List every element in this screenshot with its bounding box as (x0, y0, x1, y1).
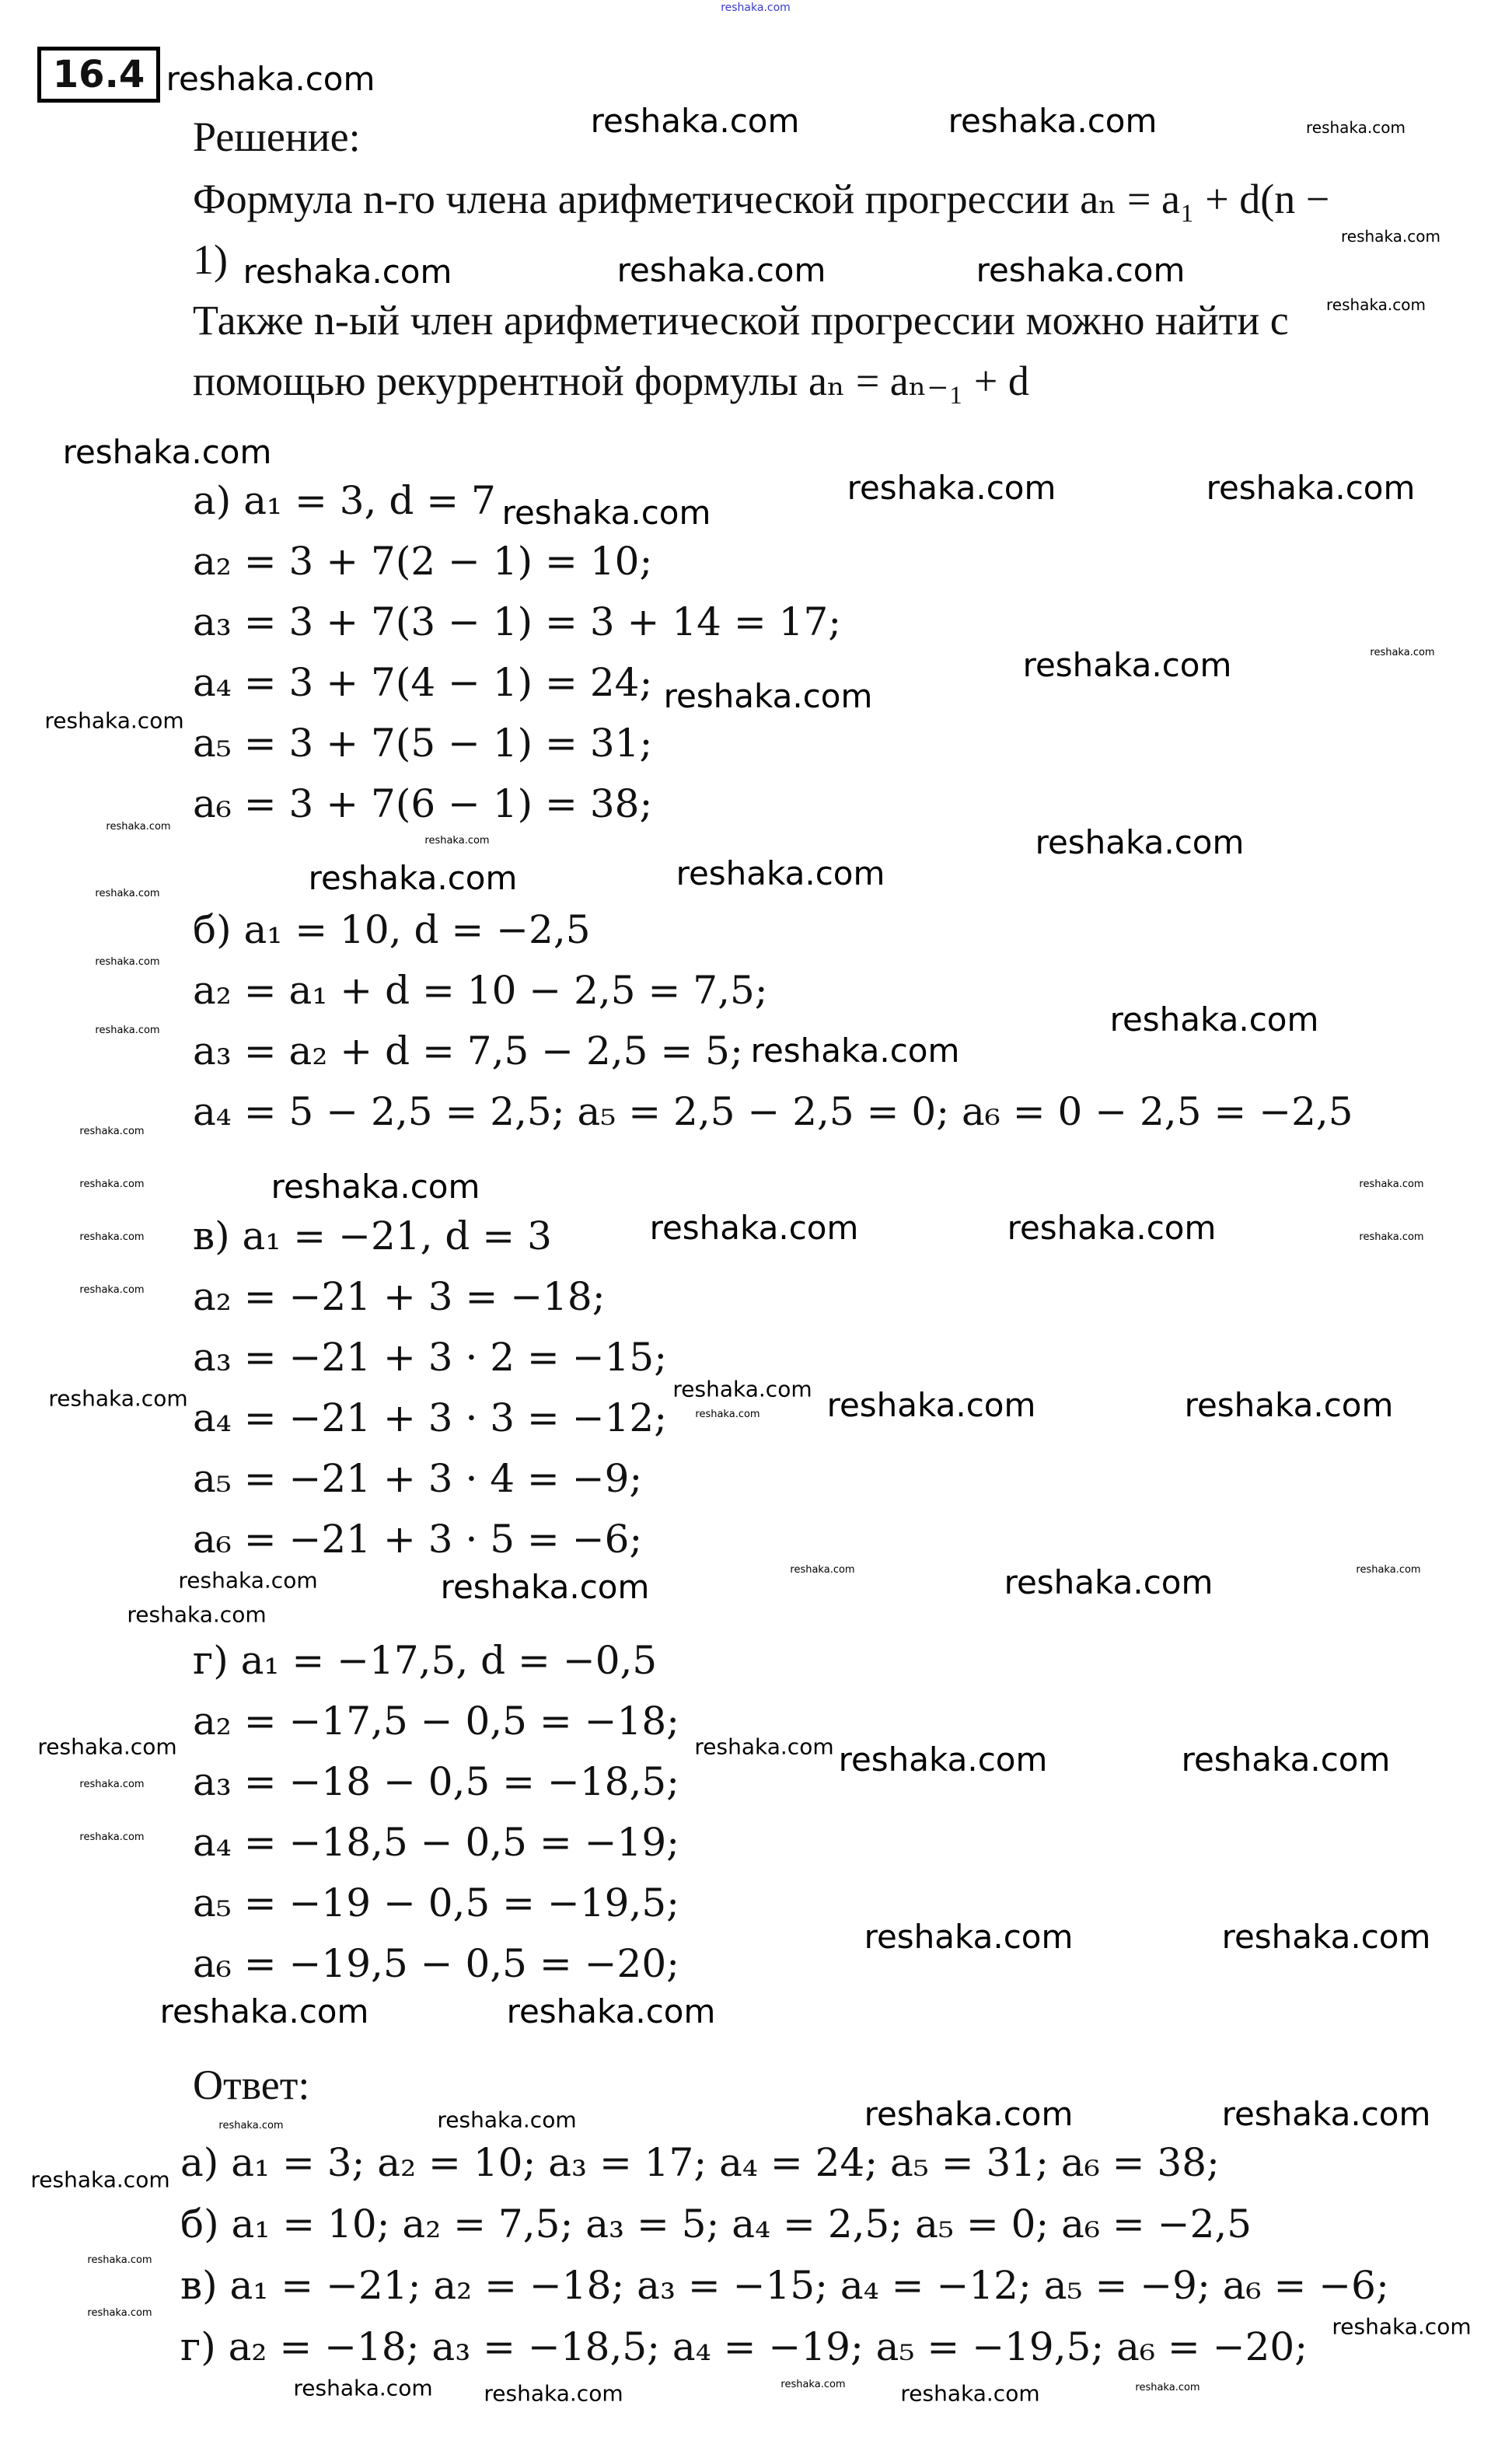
watermark: reshaka.com (243, 252, 452, 291)
watermark: reshaka.com (780, 2378, 846, 2390)
watermark: reshaka.com (694, 1733, 834, 1760)
watermark: reshaka.com (79, 1231, 145, 1243)
watermark: reshaka.com (484, 2380, 623, 2407)
watermark: reshaka.com (95, 1024, 160, 1036)
watermark: reshaka.com (864, 1917, 1074, 1956)
watermark: reshaka.com (590, 101, 800, 140)
watermark: reshaka.com (62, 432, 272, 471)
watermark: reshaka.com (1341, 227, 1440, 246)
watermark: reshaka.com (1356, 1563, 1421, 1576)
watermark: reshaka.com (127, 1601, 267, 1628)
watermark: reshaka.com (676, 854, 885, 892)
watermark: reshaka.com (1306, 118, 1405, 137)
solution-line: г) a₁ = −17,5, d = −0,5 (193, 1638, 658, 1683)
watermark: reshaka.com (649, 1208, 859, 1247)
solution-line: a₄ = 3 + 7(4 − 1) = 24; (193, 660, 653, 705)
solution-line: Формула n-го члена арифметической прогрессии aₙ = a₁ + d(n − (193, 176, 1330, 222)
watermark: reshaka.com (37, 1733, 177, 1760)
solution-line: a₄ = −21 + 3 · 3 = −12; (193, 1395, 668, 1440)
solution-line: Также n-ый член арифметической прогрессии можно найти с (193, 297, 1289, 344)
solution-line: a₃ = 3 + 7(3 − 1) = 3 + 14 = 17; (193, 599, 842, 644)
watermark: reshaka.com (79, 1125, 145, 1137)
solution-line: a₆ = −19,5 − 0,5 = −20; (193, 1941, 680, 1986)
solution-line: a₅ = −19 − 0,5 = −19,5; (193, 1880, 680, 1926)
solution-line: a₃ = −18 − 0,5 = −18,5; (193, 1759, 680, 1804)
watermark: reshaka.com (30, 2166, 170, 2193)
watermark: reshaka.com (501, 493, 711, 532)
watermark: reshaka.com (1359, 1178, 1424, 1190)
solution-line: a₂ = −17,5 − 0,5 = −18; (193, 1699, 680, 1744)
solution-line: a₆ = 3 + 7(6 − 1) = 38; (193, 781, 653, 826)
watermark: reshaka.com (1326, 295, 1426, 314)
watermark: reshaka.com (663, 676, 873, 715)
watermark: reshaka.com (79, 1831, 145, 1843)
answer-line: г) a₂ = −18; a₃ = −18,5; a₄ = −19; a₅ = −19,5; a₆ = −20; (180, 2324, 1308, 2369)
watermark: reshaka.com (847, 468, 1056, 507)
watermark: reshaka.com (838, 1740, 1048, 1779)
watermark: reshaka.com (1221, 1917, 1431, 1956)
solution-line: a₄ = 5 − 2,5 = 2,5; a₅ = 2,5 − 2,5 = 0; a₆ = 0 − 2,5 = −2,5 (193, 1089, 1353, 1134)
watermark: reshaka.com (166, 59, 375, 98)
solution-line: a₃ = −21 + 3 · 2 = −15; (193, 1335, 668, 1380)
watermark: reshaka.com (1022, 645, 1232, 684)
watermark: reshaka.com (616, 250, 826, 289)
watermark: reshaka.com (948, 101, 1158, 140)
solution-line: в) a₁ = −21, d = 3 (193, 1213, 552, 1259)
watermark: reshaka.com (218, 2119, 284, 2132)
watermark: reshaka.com (437, 2107, 577, 2133)
watermark: reshaka.com (506, 1992, 716, 2030)
watermark: reshaka.com (79, 1178, 145, 1190)
watermark: reshaka.com (308, 858, 518, 897)
watermark: reshaka.com (1035, 822, 1245, 861)
watermark: reshaka.com (106, 820, 171, 833)
solution-line: a₃ = a₂ + d = 7,5 − 2,5 = 5; (193, 1028, 743, 1074)
watermark: reshaka.com (159, 1992, 369, 2030)
watermark: reshaka.com (1004, 1562, 1213, 1601)
solution-line: a₂ = a₁ + d = 10 − 2,5 = 7,5; (193, 968, 768, 1013)
solution-line: 1) (193, 236, 228, 283)
answer-line: Ответ: (193, 2062, 310, 2108)
watermark: reshaka.com (271, 1167, 480, 1206)
watermark: reshaka.com (826, 1385, 1036, 1424)
solution-line: a₅ = −21 + 3 · 4 = −9; (193, 1456, 643, 1501)
answer-line: а) a₁ = 3; a₂ = 10; a₃ = 17; a₄ = 24; a₅ = 31; a₆ = 38; (180, 2140, 1220, 2185)
watermark: reshaka.com (900, 2380, 1040, 2407)
watermark: reshaka.com (44, 707, 184, 734)
solution-line: a₄ = −18,5 − 0,5 = −19; (193, 1820, 680, 1865)
solution-line: а) a₁ = 3, d = 7 (193, 478, 496, 523)
watermark: reshaka.com (178, 1567, 318, 1594)
watermark: reshaka.com (695, 1408, 760, 1420)
watermark: reshaka.com (79, 1778, 145, 1790)
watermark: reshaka.com (1206, 468, 1416, 507)
watermark: reshaka.com (95, 887, 160, 899)
watermark: reshaka.com (79, 1283, 145, 1296)
watermark: reshaka.com (1184, 1385, 1394, 1424)
watermark: reshaka.com (1181, 1740, 1391, 1779)
watermark: reshaka.com (1221, 2094, 1431, 2133)
watermark: reshaka.com (440, 1567, 650, 1606)
watermark: reshaka.com (87, 2254, 152, 2266)
solution-line: a₂ = −21 + 3 = −18; (193, 1274, 606, 1319)
watermark: reshaka.com (48, 1385, 188, 1412)
solution-line: Решение: (193, 113, 361, 160)
watermark: reshaka.com (1135, 2381, 1200, 2393)
watermark: reshaka.com (424, 834, 490, 847)
watermark: reshaka.com (95, 955, 160, 968)
answer-line: в) a₁ = −21; a₂ = −18; a₃ = −15; a₄ = −12; a₅ = −9; a₆ = −6; (180, 2263, 1389, 2308)
watermark: reshaka.com (87, 2306, 152, 2319)
solution-line: б) a₁ = 10, d = −2,5 (193, 907, 591, 952)
watermark: reshaka.com (976, 250, 1186, 289)
watermark: reshaka.com (1370, 646, 1435, 658)
watermark: reshaka.com (293, 2375, 433, 2401)
top-watermark: reshaka.com (721, 2, 791, 14)
watermark: reshaka.com (1109, 1000, 1319, 1039)
watermark: reshaka.com (790, 1563, 855, 1576)
watermark: reshaka.com (1332, 2313, 1472, 2340)
watermark: reshaka.com (864, 2094, 1074, 2133)
task-number: 16.4 (37, 47, 160, 103)
watermark: reshaka.com (750, 1031, 960, 1070)
watermark: reshaka.com (672, 1376, 812, 1402)
answer-line: б) a₁ = 10; a₂ = 7,5; a₃ = 5; a₄ = 2,5; a₅ = 0; a₆ = −2,5 (180, 2201, 1252, 2247)
solution-line: a₆ = −21 + 3 · 5 = −6; (193, 1517, 643, 1562)
solution-line: a₅ = 3 + 7(5 − 1) = 31; (193, 721, 653, 766)
watermark: reshaka.com (1007, 1208, 1217, 1247)
watermark: reshaka.com (1359, 1231, 1424, 1243)
solution-line: a₂ = 3 + 7(2 − 1) = 10; (193, 539, 653, 584)
solution-line: помощью рекуррентной формулы aₙ = aₙ₋₁ + d (193, 358, 1029, 404)
